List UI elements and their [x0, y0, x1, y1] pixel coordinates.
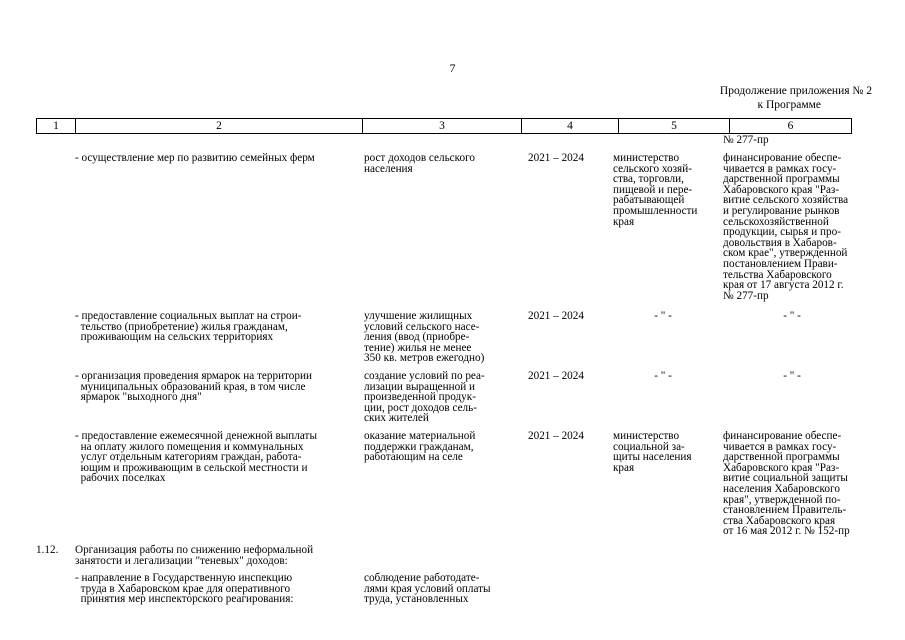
appendix-caption	[650, 84, 872, 112]
section-title: Организация работы по снижению неформальной занятости и легализации "теневых" доходов:	[75, 544, 314, 567]
appendix-line-1: Продолжение приложения № 2	[719, 85, 872, 97]
row-period: 2021 – 2024	[528, 152, 584, 164]
row-financing: финансирование обеспе- чивается в рамках госу- дарственной программы Хабаровского края "Раз- витие социальной защиты населения Хабаровского края", утвержденной по- становлением Правитель- ства Хабаровского края от 16 мая 2012 г. № 152-пр	[723, 430, 850, 538]
row-measure: - организация проведения ярмарок на территории муниципальных образований края, в том числе ярмарок "выходного дня"	[75, 370, 312, 404]
row-measure: - предоставление ежемесячной денежной выплаты на оплату жилого помещения и коммунальных услуг отдельным категориям граждан, работа- ющим и проживающим в сельской местности и рабочих поселках	[75, 430, 317, 485]
row-measure: - предоставление социальных выплат на строи- тельство (приобретение) жилья гражданам, проживающим на сельских территориях	[75, 310, 302, 344]
column-header-1: 1	[37, 119, 76, 134]
carry-over-note: № 277-пр	[723, 134, 769, 146]
row-result: оказание материальной поддержки гражданам, работающим на селе	[364, 430, 476, 464]
row-result: соблюдение работодате- лями края условий оплаты труда, установленных	[364, 572, 491, 606]
page-number: 7	[449, 61, 456, 75]
column-header-3: 3	[363, 119, 522, 134]
row-executor: министерство сельского хозяй- ства, торговли, пищевой и пере- рабатывающей промышленности края	[613, 152, 698, 228]
row-period: 2021 – 2024	[528, 370, 584, 382]
row-result: улучшение жилищных условий сельского насе- ления (ввод (приобре- тение) жилья не менее 350 кв. метров ежегодно)	[364, 310, 485, 365]
row-measure: - направление в Государственную инспекцию труда в Хабаровском крае для оперативного принятия мер инспекторского реагирования:	[75, 572, 294, 606]
column-header-4: 4	[522, 119, 619, 134]
column-header-row	[36, 118, 852, 134]
row-result: создание условий по реа- лизации выращенной и произведенной продук- ции, рост доходов сель- ских жителей	[364, 370, 485, 425]
row-result: рост доходов сельского населения	[364, 152, 476, 175]
row-period: 2021 – 2024	[528, 310, 584, 322]
row-number: 1.12.	[36, 544, 59, 556]
column-header-6: 6	[730, 119, 852, 134]
row-executor: - " -	[654, 370, 672, 382]
column-header-5: 5	[619, 119, 730, 134]
row-executor: министерство социальной за- щиты населения края	[613, 430, 692, 474]
appendix-line-2: к Программе	[757, 99, 821, 111]
row-executor: - " -	[654, 310, 672, 322]
row-financing: - " -	[783, 370, 801, 382]
row-financing: - " -	[783, 310, 801, 322]
row-measure: - осуществление мер по развитию семейных ферм	[75, 152, 315, 164]
column-header-2: 2	[76, 119, 363, 134]
row-financing: финансирование обеспе- чивается в рамках госу- дарственной программы Хабаровского края "Раз- витие сельского хозяйства и регулирование рынков сельскохозяйственной продукции, сырья и про- довольствия в Хабаров- ском крае", утвержденной постановлением Прави- тельства Хабаровского края от 17 августа 2012 г. № 277-пр	[723, 152, 849, 302]
row-period: 2021 – 2024	[528, 430, 584, 442]
